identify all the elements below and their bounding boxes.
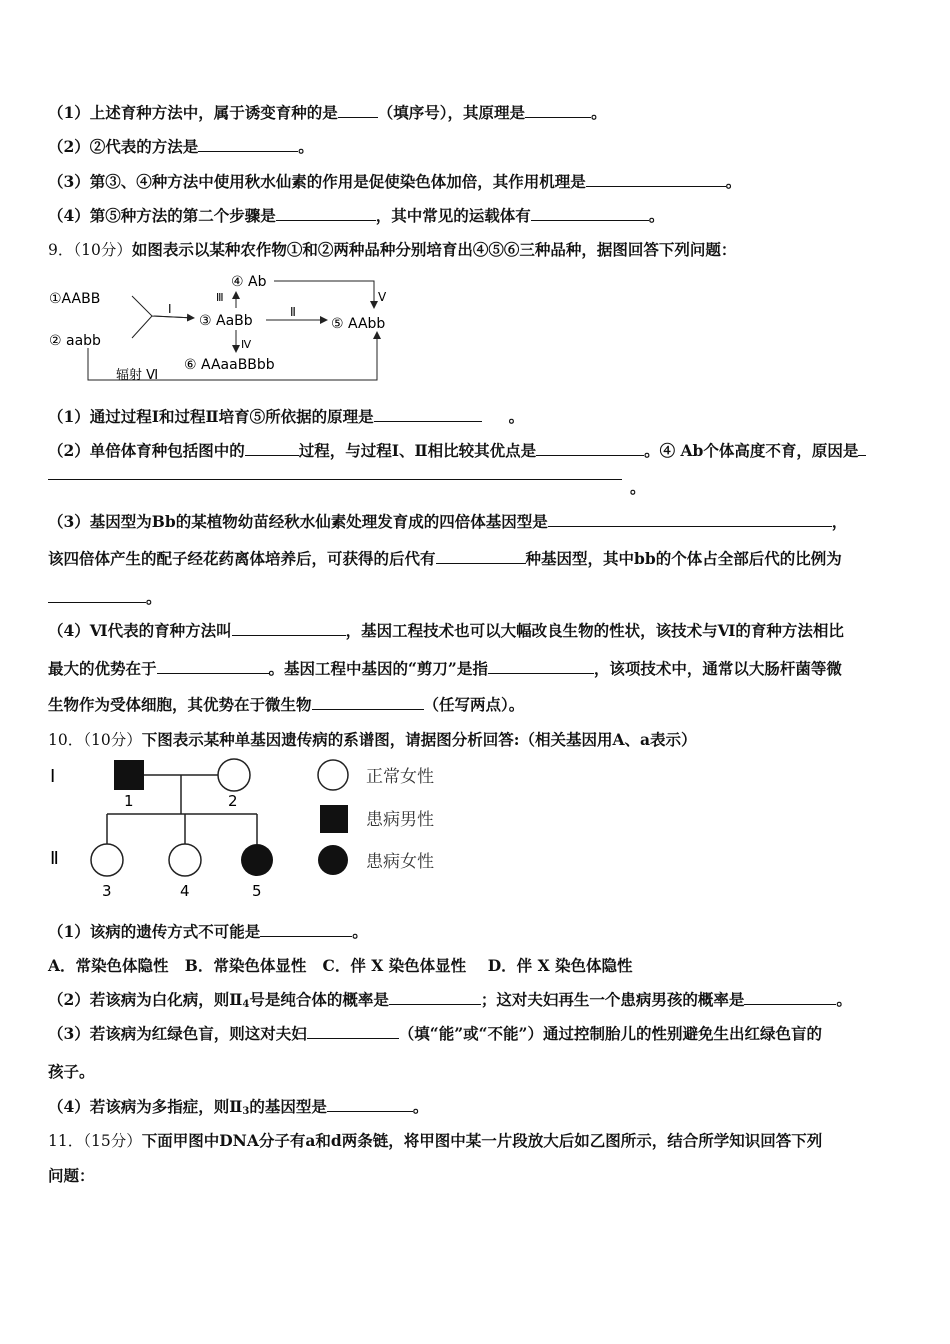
- node-4: ④ Ab: [231, 274, 267, 290]
- q9-item-4-end: 生物作为受体细胞，其优势在于微生物 （任写两点）。: [48, 695, 525, 714]
- q9-item-3-end: 。: [48, 588, 162, 608]
- individual-II-5: [241, 844, 273, 876]
- node-5: ⑤ AAbb: [331, 316, 386, 332]
- svg-text:2: 2: [228, 792, 238, 810]
- q9-stem: 9．（10分）如图表示以某种农作物①和②两种品种分别培育出④⑤⑥三种品种，据图回答下列问题：: [48, 240, 737, 259]
- route-2: Ⅱ: [290, 305, 296, 319]
- route-4: Ⅳ: [241, 338, 252, 351]
- q9-item-3: （3）基因型为Bb的某植物幼苗经秋水仙素处理发育成的四倍体基因型是 ，: [48, 512, 848, 531]
- pedigree-chart: [44, 756, 464, 906]
- legend-affected-male: 患病男性: [366, 810, 434, 830]
- q10-item-3: （3）若该病为红绿色盲，则这对夫妇 （填“能”或“不能”）通过控制胎儿的性别避免生出红绿色盲的: [48, 1024, 822, 1043]
- route-1: Ⅰ: [168, 302, 172, 316]
- route-3: Ⅲ: [216, 291, 224, 304]
- q9-item-4: （4）Ⅵ代表的育种方法叫 ，基因工程技术也可以大幅改良生物的性状，该技术与Ⅵ的育种方法相比: [48, 621, 844, 640]
- q10-item-4: （4）若该病为多指症，则$Ⅱ_3$的基因型是 。: [48, 1097, 429, 1117]
- breeding-diagram: [44, 266, 414, 388]
- q9-item-2-blank: [48, 479, 622, 480]
- svg-text:1: 1: [124, 792, 134, 810]
- q9-item-3-cont: 该四倍体产生的配子经花药离体培养后，可获得的后代有 种基因型，其中bb的个体占全部后代的比例为: [48, 549, 842, 568]
- legend-affected-female: 患病女性: [366, 852, 434, 872]
- individual-I-1: [114, 760, 144, 790]
- node-1: ①AABB: [49, 291, 101, 307]
- generation-1-label: Ⅰ: [50, 766, 56, 787]
- q10-item-3-cont: 孩子。: [48, 1062, 95, 1081]
- q10-item-2: （2）若该病为白化病，则$Ⅱ_4$号是纯合体的概率是 ；这对夫妇再生一个患病男孩的概率是 。: [48, 990, 852, 1010]
- q10-options: A．常染色体隐性 B．常染色体显性 C．伴 X 染色体显性 D．伴 X 染色体隐性: [48, 956, 633, 975]
- q11-stem-cont: 问题：: [48, 1166, 95, 1185]
- q8-item-4: （4）第⑤种方法的第二个步骤是 ，其中常见的运载体有 。: [48, 206, 665, 225]
- node-6: ⑥ AAaaBBbb: [184, 357, 275, 373]
- node-3: ③ AaBb: [199, 313, 253, 329]
- q8-item-1: （1）上述育种方法中，属于诱变育种的是 （填序号），其原理是 。: [48, 103, 607, 122]
- legend-affected-female-symbol: [318, 845, 348, 875]
- legend-affected-male-symbol: [320, 805, 348, 833]
- svg-text:3: 3: [102, 882, 112, 900]
- individual-II-4: [169, 844, 201, 876]
- svg-text:4: 4: [180, 882, 190, 900]
- q9-item-2: （2）单倍体育种包括图中的 过程，与过程Ⅰ、Ⅱ相比较其优点是 。④ Ab个体高度不育，原因是: [48, 441, 866, 461]
- q9-item-4-cont: 最大的优势在于 。基因工程中基因的“剪刀”是指 ，该项技术中，通常以大肠杆菌等微: [48, 659, 842, 678]
- q11-stem: 11．（15分）下面甲图中DNA分子有a和d两条链，将甲图中某一片段放大后如乙图所示，结合所学知识回答下列: [48, 1131, 823, 1150]
- individual-I-2: [218, 759, 250, 791]
- svg-text:5: 5: [252, 882, 262, 900]
- generation-2-label: Ⅱ: [50, 848, 59, 869]
- individual-II-3: [91, 844, 123, 876]
- q8-item-2: （2）②代表的方法是 。: [48, 137, 314, 156]
- cross-lines: [132, 296, 194, 338]
- route-6: 辐射 Ⅵ: [116, 368, 159, 383]
- q10-stem: 10．（10分）下图表示某种单基因遗传病的系谱图，请据图分析回答:（相关基因用A、a表示）: [48, 730, 697, 749]
- legend-normal-female: 正常女性: [366, 767, 434, 787]
- q8-item-3: （3）第③、④种方法中使用秋水仙素的作用是促使染色体加倍，其作用机理是 。: [48, 172, 742, 191]
- q9-item-1: （1）通过过程Ⅰ和过程Ⅱ培育⑤所依据的原理是 。: [48, 407, 525, 426]
- legend-normal-female-symbol: [318, 760, 348, 790]
- q9-item-2-end: 。: [630, 478, 646, 497]
- q10-item-1: （1）该病的遗传方式不可能是 。: [48, 922, 368, 941]
- route-5: Ⅴ: [378, 290, 387, 304]
- node-2: ② aabb: [49, 333, 101, 349]
